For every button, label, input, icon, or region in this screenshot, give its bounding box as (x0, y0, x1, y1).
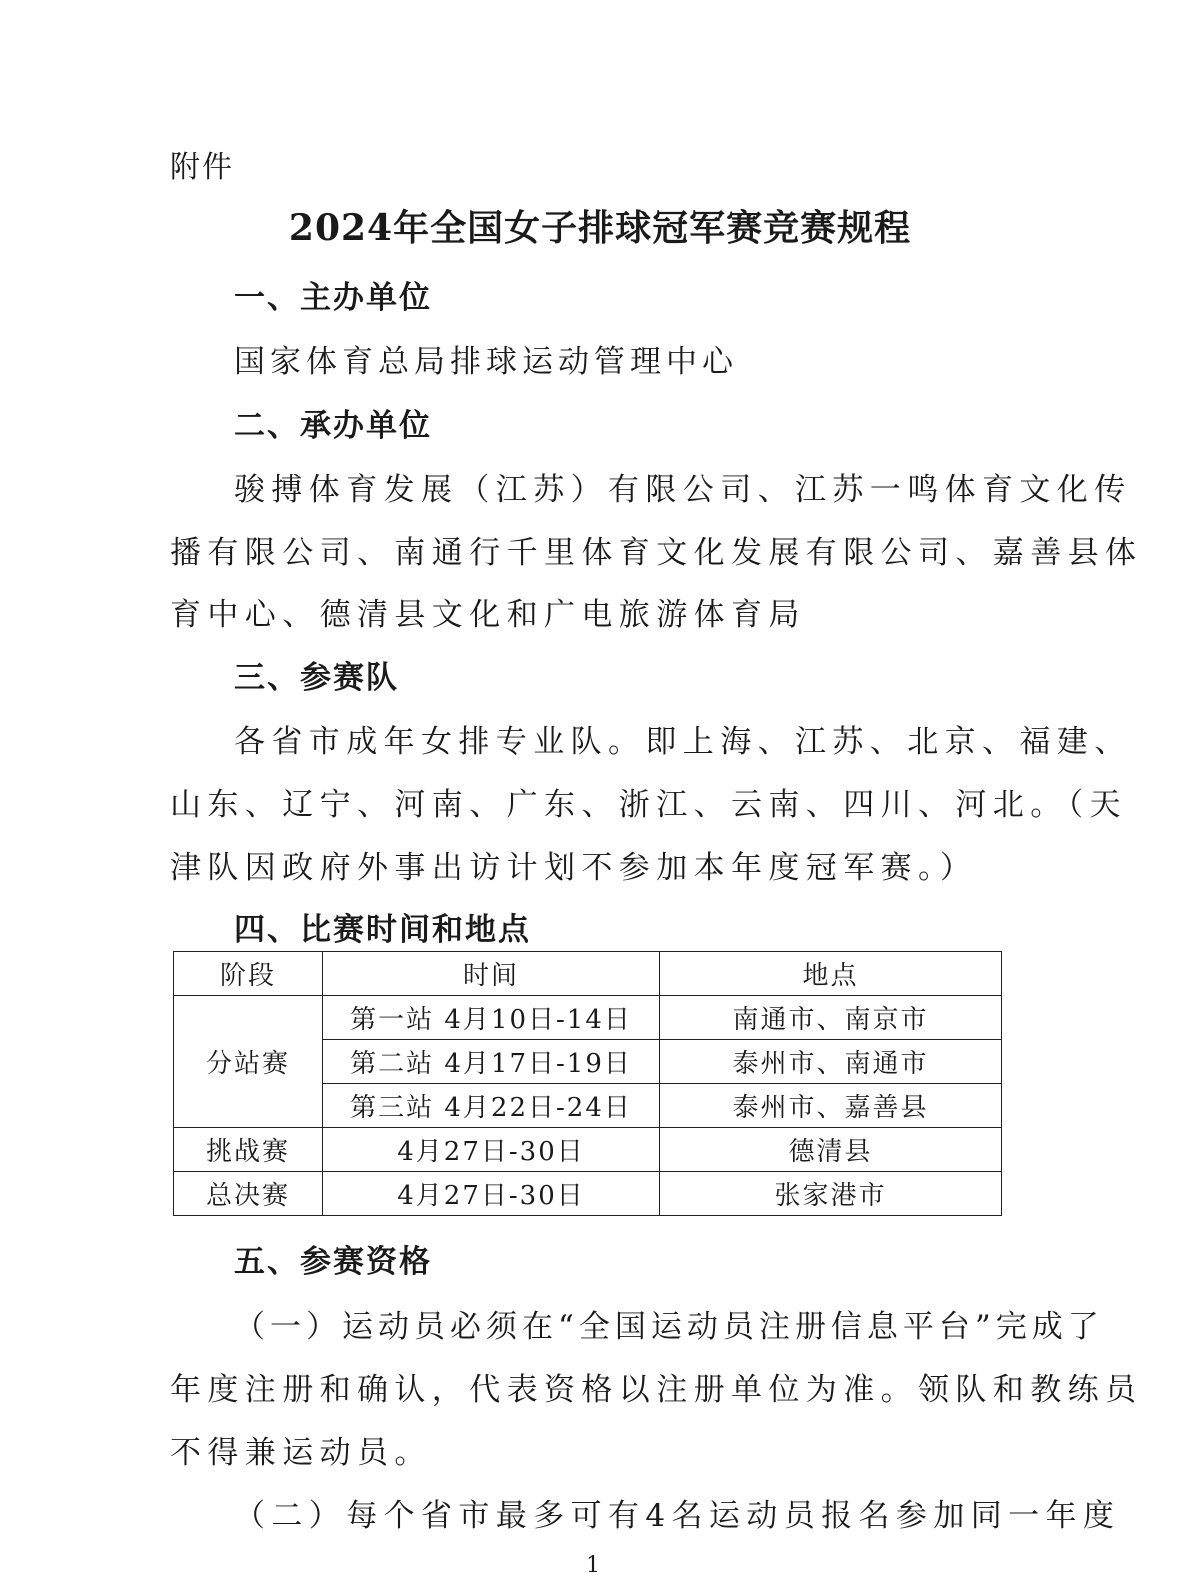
header-stage: 阶段 (174, 952, 323, 996)
header-place: 地点 (660, 952, 1002, 996)
time-cell: 第一站 4月10日-14日 (323, 996, 660, 1040)
section2-heading: 二、承办单位 (234, 408, 432, 444)
section1-heading: 一、主办单位 (234, 280, 432, 316)
page-number: 1 (586, 1553, 600, 1578)
time-cell: 4月27日-30日 (323, 1128, 660, 1172)
attachment-label: 附件 (170, 150, 234, 185)
place-cell: 德清县 (660, 1128, 1002, 1172)
place-cell: 泰州市、南通市 (660, 1040, 1002, 1084)
section5-para2-line: （二）每个省市最多可有4名运动员报名参加同一年度 (234, 1498, 1121, 1534)
section5-heading: 五、参赛资格 (234, 1244, 432, 1280)
section4-heading: 四、比赛时间和地点 (234, 912, 531, 948)
section5-para1-line: 年度注册和确认，代表资格以注册单位为准。领队和教练员 (170, 1372, 1143, 1408)
section1-body: 国家体育总局排球运动管理中心 (234, 344, 738, 380)
table-row (174, 996, 1002, 1040)
time-cell: 4月27日-30日 (323, 1172, 660, 1216)
schedule-table (173, 951, 1002, 1216)
table-header-row (174, 952, 1002, 996)
stage-cell: 总决赛 (174, 1172, 323, 1216)
time-cell: 第二站 4月17日-19日 (323, 1040, 660, 1084)
section2-line: 育中心、德清县文化和广电旅游体育局 (170, 597, 806, 633)
header-time: 时间 (323, 952, 660, 996)
section3-heading: 三、参赛队 (234, 660, 399, 696)
place-cell: 泰州市、嘉善县 (660, 1084, 1002, 1128)
section2-line: 骏搏体育发展（江苏）有限公司、江苏一鸣体育文化传 (234, 472, 1132, 508)
stage-cell: 挑战赛 (174, 1128, 323, 1172)
stage-cell-group: 分站赛 (174, 996, 323, 1128)
section5-para1-line: （一）运动员必须在“全国运动员注册信息平台”完成了 (234, 1309, 1104, 1345)
place-cell: 张家港市 (660, 1172, 1002, 1216)
place-cell: 南通市、南京市 (660, 996, 1002, 1040)
section3-line: 山东、辽宁、河南、广东、浙江、云南、四川、河北。（天 (170, 787, 1127, 823)
section3-line: 各省市成年女排专业队。即上海、江苏、北京、福建、 (234, 724, 1132, 760)
table-row (174, 1172, 1002, 1216)
time-cell: 第三站 4月22日-24日 (323, 1084, 660, 1128)
document-title: 2024年全国女子排球冠军赛竞赛规程 (288, 207, 912, 249)
section2-line: 播有限公司、南通行千里体育文化发展有限公司、嘉善县体 (170, 535, 1143, 571)
section3-line: 津队因政府外事出访计划不参加本年度冠军赛。） (170, 850, 978, 886)
section5-para1-line: 不得兼运动员。 (170, 1435, 432, 1471)
table-row (174, 1128, 1002, 1172)
